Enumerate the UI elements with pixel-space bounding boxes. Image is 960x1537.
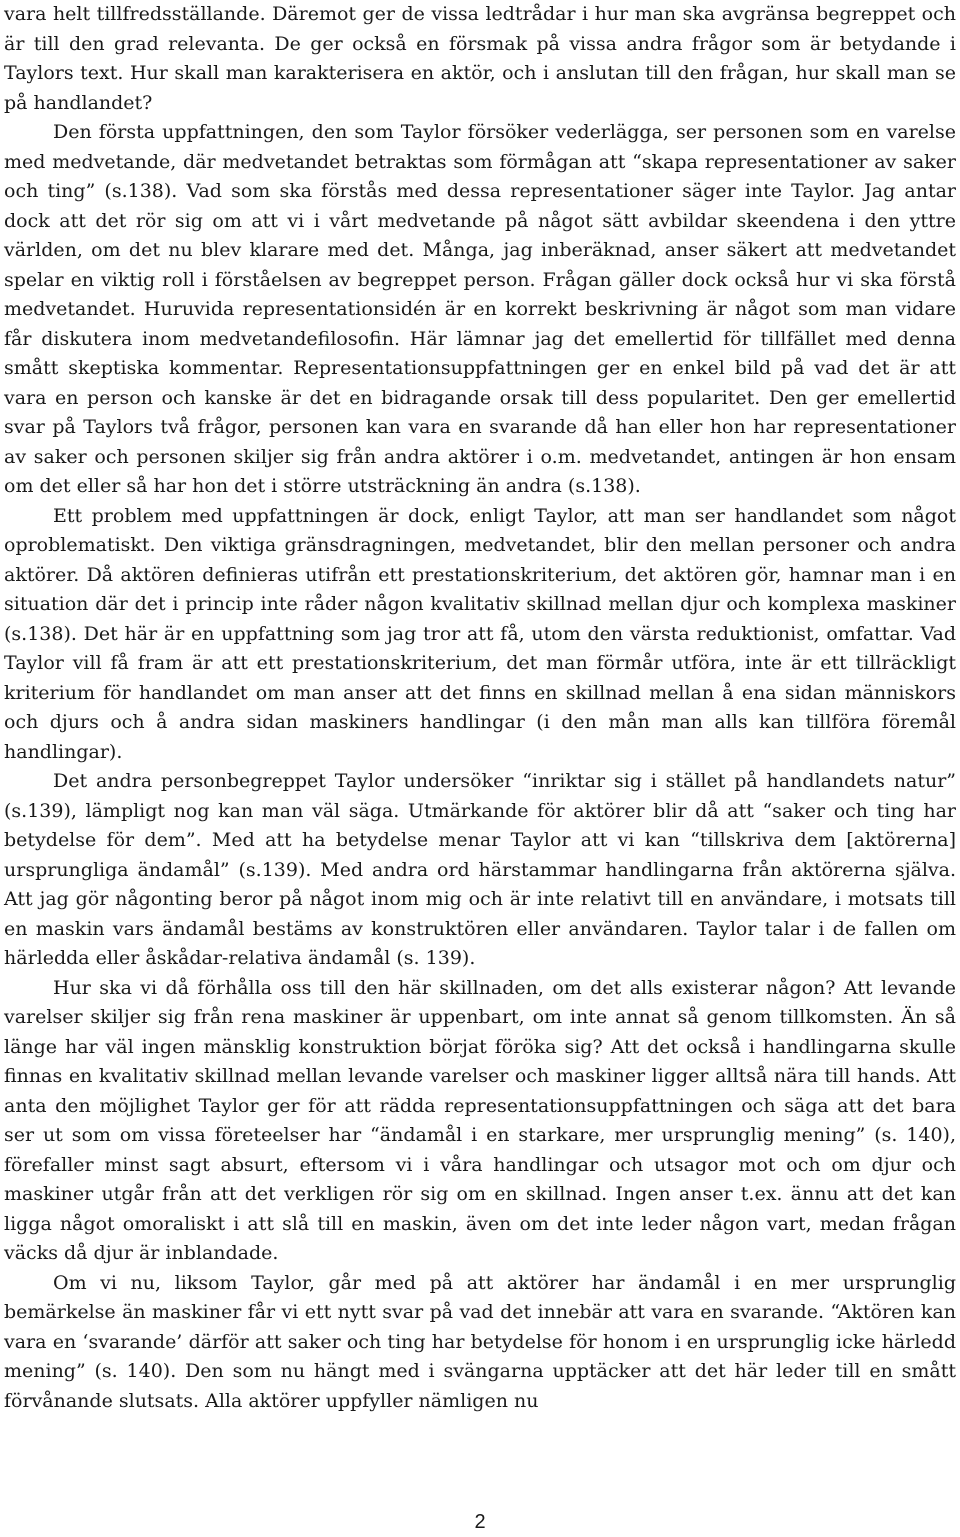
paragraph: Hur ska vi då förhålla oss till den här skillnaden, om det alls existerar någon? Att levande varelser skiljer sig från rena maskiner är uppenbart, om inte annat så genom tillkomsten. Än så länge har väl ingen mänsklig konstruktion börjat föröka sig? Att det också i handlingarna skulle finnas en kvalitativ skillnad mellan levande varelser och maskiner ligger alltså nära till hands. Att anta den möjlighet Taylor ger för att rädda representationsuppfattningen och säga att det bara ser ut som om vissa företeelser har “ändamål i en starkare, mer ursprunglig mening” (s. 140), förefaller minst sagt absurt, eftersom vi i våra handlingar och utsagor mot och om djur och maskiner utgår från att det verkligen rör sig om en skillnad. Ingen anser t.ex. ännu att det kan ligga något omoraliskt i att slå till en maskin, även om det inte leder någon vart, medan frågan väcks då djur är inblandade.	[4, 976, 956, 1264]
paragraph: Ett problem med uppfattningen är dock, enligt Taylor, att man ser handlandet som något oproblematiskt. Den viktiga gränsdragningen, medvetandet, blir den mellan personer och andra aktörer. Då aktören definieras utifrån ett prestationskriterium, det aktören gör, hamnar man i en situation där det i princip inte råder någon kvalitativ skillnad mellan djur och komplexa maskiner (s.138). Det här är en uppfattning som jag tror att få, utom den värsta reduktionist, omfattar. Vad Taylor vill få fram är att ett prestationskriterium, det man förmår utföra, inte är ett tillräckligt kriterium för handlandet om man anser att det finns en skillnad mellan å ena sidan människors och djurs och å andra sidan maskiners handlingar (i den mån man alls kan tillföra föremål handlingar).	[4, 504, 956, 763]
paragraph: Den första uppfattningen, den som Taylor försöker vederlägga, ser personen som en varelse med medvetande, där medvetandet betraktas som förmågan att “skapa representationer av saker och ting” (s.138). Vad som ska förstås med dessa representationer säger inte Taylor. Jag antar dock att det rör sig om att vi i vårt medvetande på något sätt avbildar skeendena i den yttre världen, om det nu blev klarare med det. Många, jag inberäknad, anser säkert att medvetandet spelar en viktig roll i förståelsen av begreppet person. Frågan gäller dock också hur vi ska förstå medvetandet. Huruvida representationsidén är en korrekt beskrivning är något som man vidare får diskutera inom medvetandefilosofin. Här lämnar jag det emellertid för tillfället med denna smått skeptiska kommentar. Representationsuppfattningen ger en enkel bild på vad det är att vara en person och kanske är det en bidragande orsak till dess popularitet. Den ger emellertid svar på Taylors två frågor, personen kan vara en svarande då han eller hon har representationer av saker och personen skiljer sig från andra aktörer i o.m. medvetandet, antingen är hon ensam om det eller så har hon det i större utsträckning än andra (s.138).	[4, 121, 956, 497]
paragraph: vara helt tillfredsställande. Däremot ger de vissa ledtrådar i hur man ska avgränsa begreppet och är till den grad relevanta. De ger också en försmak på vissa andra frågor som är betydande i Taylors text. Hur skall man karakterisera en aktör, och i anslutan till den frågan, hur skall man se på handlandet?	[4, 3, 956, 114]
paragraph: Om vi nu, liksom Taylor, går med på att aktörer har ändamål i en mer ursprunglig bemärkelse än maskiner får vi ett nytt svar på vad det innebär att vara en svarande. “Aktören kan vara en ‘svarande’ därför att saker och ting har betydelse för honom i en ursprunglig icke härledd mening” (s. 140). Den som nu hängt med i svängarna upptäcker att det här leder till en smått förvånande slutsats. Alla aktörer uppfyller nämligen nu	[4, 1271, 956, 1412]
page-number: 2	[474, 1511, 486, 1533]
document-page	[4, 0, 956, 1416]
paragraph: Det andra personbegreppet Taylor undersöker “inriktar sig i stället på handlandets natur” (s.139), lämpligt nog kan man väl säga. Utmärkande för aktörer blir då att “saker och ting har betydelse för dem”. Med att ha betydelse menar Taylor att vi kan “tillskriva dem [aktörerna] ursprungliga ändamål” (s.139). Med andra ord härstammar handlingarna från aktörerna själva. Att jag gör någonting beror på något inom mig och är inte relativt till en användare, i motsats till en maskin vars ändamål bestäms av konstruktören eller användaren. Taylor talar i de fallen om härledda eller åskådar-relativa ändamål (s. 139).	[4, 770, 956, 969]
